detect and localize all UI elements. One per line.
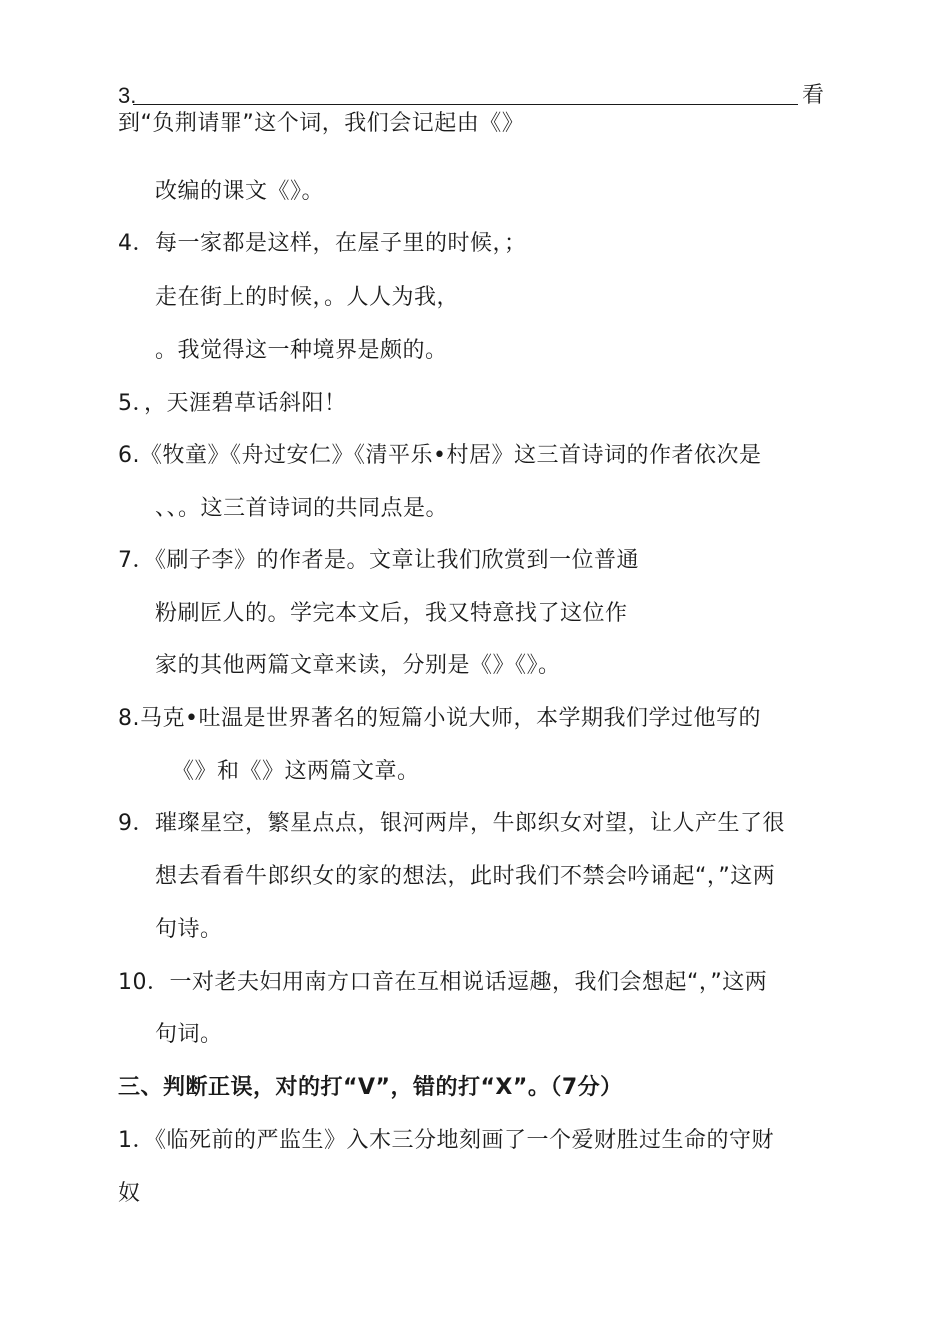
question-7-line-3: 家的其他两篇文章来读，分别是《》《》。 — [155, 653, 561, 678]
question-10-line-2: 句词。 — [155, 1022, 223, 1047]
question-6-line-1: 6.《牧童》《舟过安仁》《清平乐•村居》这三首诗词的作者依次是 — [118, 443, 762, 468]
question-8-line-2: 《》和《》这两篇文章。 — [172, 759, 420, 784]
question-7-line-2: 粉刷匠人的。学完本文后，我又特意找了这位作 — [155, 601, 628, 626]
question-9-line-1: 9．璀璨星空，繁星点点，银河两岸，牛郎织女对望，让人产生了很 — [118, 811, 785, 836]
question-4-line-1: 4．每一家都是这样，在屋子里的时候，； — [118, 231, 527, 256]
question-8-line-1: 8.马克•吐温是世界著名的短篇小说大师，本学期我们学过他写的 — [118, 706, 761, 731]
question-7-line-1: 7．《刷子李》的作者是。文章让我们欣赏到一位普通 — [118, 548, 639, 573]
question-3-line-3: 改编的课文《》。 — [155, 179, 325, 204]
question-10-line-1: 10．一对老夫妇用南方口音在互相说话逗趣，我们会想起“，”这两 — [118, 970, 768, 995]
question-6-line-2: 、、。这三首诗词的共同点是。 — [155, 496, 449, 521]
section-3-heading: 三、判断正误，对的打“V”，错的打“X”。（7分） — [118, 1075, 623, 1100]
judgement-1-line-1: 1．《临死前的严监生》入木三分地刻画了一个爱财胜过生命的守财 — [118, 1128, 774, 1153]
question-3-number: 3. — [118, 83, 137, 108]
fill-in-blank-line — [133, 82, 798, 105]
question-3-tail: 看 — [802, 83, 825, 108]
judgement-1-line-2: 奴 — [118, 1181, 141, 1206]
question-9-line-2: 想去看看牛郎织女的家的想法，此时我们不禁会吟诵起“，”这两 — [155, 864, 776, 889]
question-4-line-2: 走在街上的时候，。人人为我， — [155, 285, 460, 310]
question-9-line-3: 句诗。 — [155, 917, 223, 942]
question-4-line-3: 。我觉得这一种境界是颇的。 — [155, 338, 448, 363]
question-3-line-2: 到“负荆请罪”这个词，我们会记起由《》 — [118, 111, 525, 136]
question-5-line-1: 5．，天涯碧草话斜阳！ — [118, 391, 347, 416]
